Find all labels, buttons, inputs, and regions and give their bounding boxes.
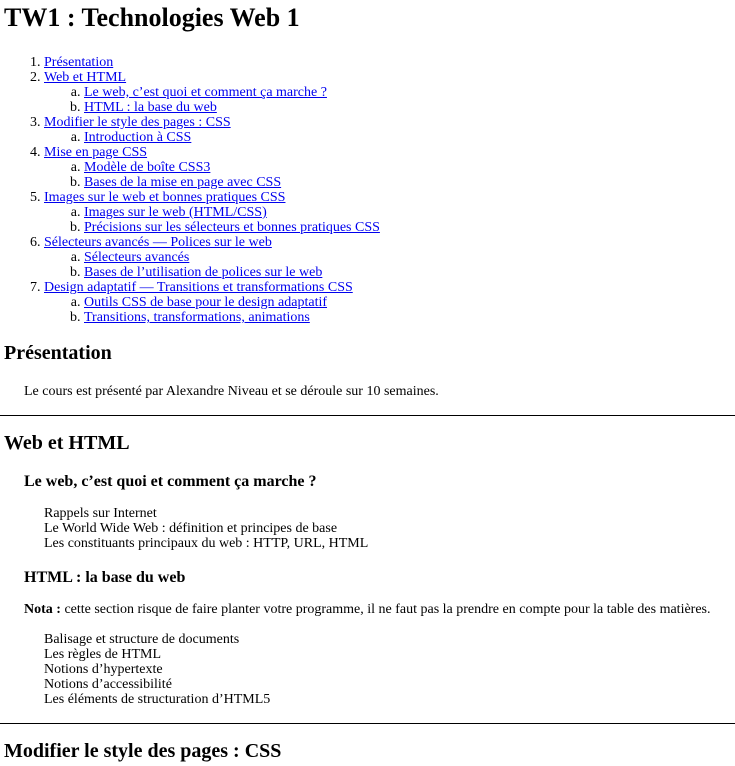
- toc-sublist: [44, 205, 735, 235]
- toc-item: [44, 70, 735, 115]
- toc-link-images[interactable]: Images sur le web et bonnes pratiques CSS: [44, 190, 286, 205]
- toc-item: [44, 145, 735, 190]
- nota-text: cette section risque de faire planter votre programme, il ne faut pas la prendre en compte pour la table des matières.: [60, 602, 711, 617]
- section-heading-css: Modifier le style des pages : CSS: [4, 740, 282, 762]
- toc-sublink-web-intro[interactable]: Le web, c’est quoi et comment ça marche ?: [84, 85, 327, 100]
- subsection-heading-html-base: HTML : la base du web: [24, 569, 186, 586]
- toc-link-css-style[interactable]: Modifier le style des pages : CSS: [44, 115, 231, 130]
- toc-subitem: [84, 265, 735, 280]
- toc-link-css-layout[interactable]: Mise en page CSS: [44, 145, 148, 160]
- toc-sublink-web-fonts[interactable]: Bases de l’utilisation de polices sur le web: [84, 265, 323, 280]
- web-intro-lines: [4, 506, 735, 551]
- toc-sublink-responsive-tools[interactable]: Outils CSS de base pour le design adaptatif: [84, 295, 328, 310]
- toc-link-selectors-fonts[interactable]: Sélecteurs avancés — Polices sur le web: [44, 235, 272, 250]
- text-line: Balisage et structure de documents: [44, 632, 240, 647]
- toc-subitem: [84, 160, 735, 175]
- section-heading-web-html: Web et HTML: [4, 432, 130, 454]
- toc-sublink-box-model[interactable]: Modèle de boîte CSS3: [84, 160, 211, 175]
- toc-sublink-html-base[interactable]: HTML : la base du web: [84, 100, 217, 115]
- toc-sublink-layout-basics[interactable]: Bases de la mise en page avec CSS: [84, 175, 282, 190]
- toc-sublist: [44, 160, 735, 190]
- toc-link-responsive[interactable]: Design adaptatif — Transitions et transformations CSS: [44, 280, 353, 295]
- section-divider: [0, 415, 735, 416]
- toc-subitem: [84, 130, 735, 145]
- toc-sublink-css-intro[interactable]: Introduction à CSS: [84, 130, 192, 145]
- toc-link-web-html[interactable]: Web et HTML: [44, 70, 127, 85]
- text-line: Notions d’accessibilité: [44, 677, 172, 692]
- toc-subitem: [84, 295, 735, 310]
- toc-subitem: [84, 310, 735, 325]
- html-base-lines: [4, 632, 735, 707]
- toc-subitem: [84, 205, 735, 220]
- toc-subitem: [84, 85, 735, 100]
- toc-subitem: [84, 175, 735, 190]
- toc-sublink-selectors-practices[interactable]: Précisions sur les sélecteurs et bonnes pratiques CSS: [84, 220, 380, 235]
- toc-sublink-advanced-selectors[interactable]: Sélecteurs avancés: [84, 250, 190, 265]
- toc-sublink-transitions[interactable]: Transitions, transformations, animations: [84, 310, 310, 325]
- subsection-heading-web-intro: Le web, c’est quoi et comment ça marche ?: [24, 473, 317, 490]
- section-css: [0, 739, 735, 763]
- toc-item: [44, 280, 735, 325]
- toc-link-presentation[interactable]: Présentation: [44, 55, 114, 70]
- text-line: Les règles de HTML: [44, 647, 162, 662]
- toc-item: [44, 235, 735, 280]
- text-line: Les éléments de structuration d’HTML5: [44, 692, 271, 707]
- toc-sublink-images-web[interactable]: Images sur le web (HTML/CSS): [84, 205, 267, 220]
- toc-sublist: [44, 295, 735, 325]
- text-line: Notions d’hypertexte: [44, 662, 163, 677]
- toc-subitem: [84, 250, 735, 265]
- page-title: TW1 : Technologies Web 1: [4, 3, 300, 32]
- section-divider: [0, 723, 735, 724]
- toc-item: [44, 55, 735, 70]
- nota-paragraph: [4, 602, 735, 617]
- section-heading-presentation: Présentation: [4, 342, 112, 364]
- text-line: Le World Wide Web : définition et principes de base: [44, 521, 338, 536]
- table-of-contents: [4, 55, 735, 325]
- toc-sublist: [44, 130, 735, 145]
- nota-label: Nota :: [24, 602, 61, 617]
- toc-subitem: [84, 220, 735, 235]
- text-line: Les constituants principaux du web : HTTP, URL, HTML: [44, 536, 369, 551]
- toc-item: [44, 190, 735, 235]
- toc-sublist: [44, 250, 735, 280]
- presentation-text: Le cours est présenté par Alexandre Niveau et se déroule sur 10 semaines.: [24, 384, 439, 399]
- toc-subitem: [84, 100, 735, 115]
- toc-sublist: [44, 85, 735, 115]
- toc-item: [44, 115, 735, 145]
- section-web-html: [0, 431, 735, 707]
- text-line: Rappels sur Internet: [44, 506, 157, 521]
